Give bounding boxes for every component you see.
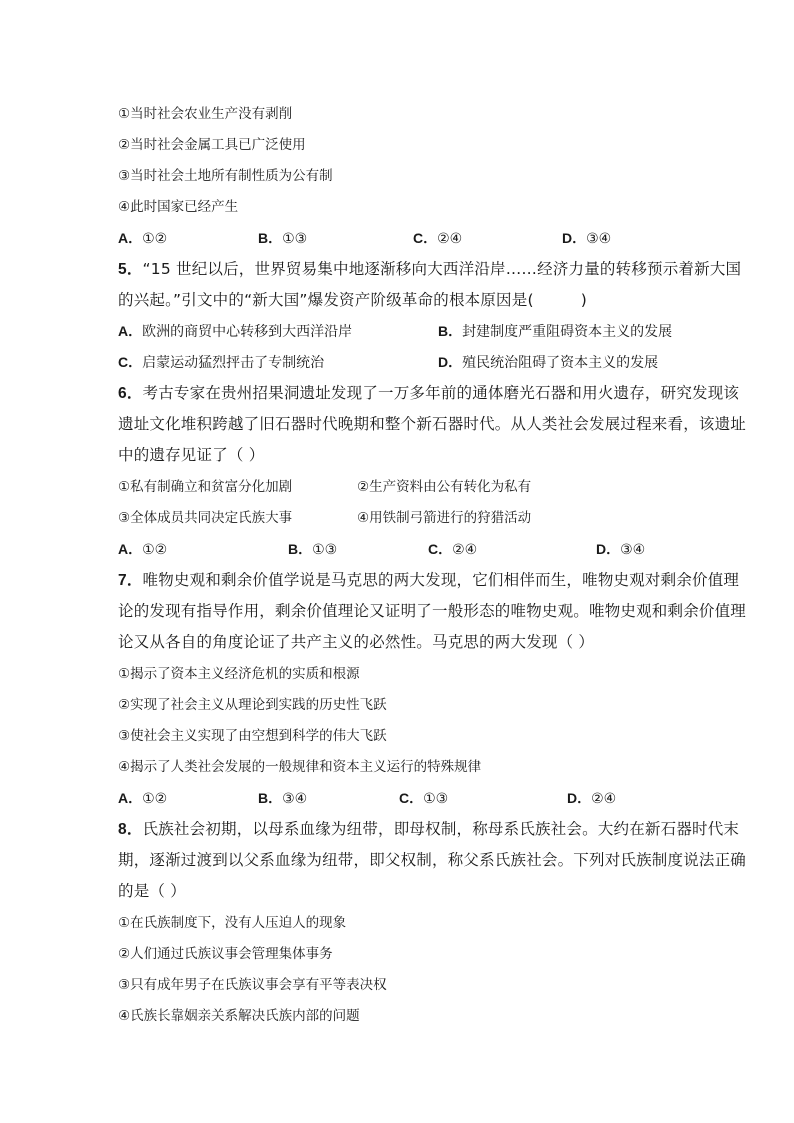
q5-stem-line-1: 5．“15 世纪以后，世界贸易集中地逐渐移向大西洋沿岸……经济力量的转移预示着新大国 — [118, 260, 742, 278]
q7-option-b: B．③④ — [258, 790, 308, 807]
q6-option-a: A．①② — [118, 541, 168, 558]
q6-item-2: ②生产资料由公有转化为私有 — [357, 479, 532, 495]
q7-item-1: ①揭示了资本主义经济危机的实质和根源 — [118, 666, 360, 682]
q8-stem-line-1: 8．氏族社会初期，以母系血缘为纽带，即母权制，称母系氏族社会。大约在新石器时代末 — [118, 820, 740, 838]
q5-option-b: B．封建制度严重阻碍资本主义的发展 — [438, 323, 673, 340]
q4-item-4: ④此时国家已经产生 — [118, 199, 239, 215]
q6-item-1: ①私有制确立和贫富分化加剧 — [118, 479, 293, 495]
q8-item-2: ②人们通过氏族议事会管理集体事务 — [118, 946, 333, 962]
q8-item-3: ③只有成年男子在氏族议事会享有平等表决权 — [118, 977, 387, 993]
q6-option-c: C．②④ — [428, 541, 478, 558]
q6-option-b: B．①③ — [288, 541, 338, 558]
q5-number: 5． — [118, 261, 143, 278]
q4-option-b: B．①③ — [258, 230, 308, 247]
q6-number: 6． — [118, 385, 143, 402]
q6-option-d: D．③④ — [596, 541, 646, 558]
q8-item-1: ①在氏族制度下，没有人压迫人的现象 — [118, 915, 347, 931]
q6-item-4: ④用铁制弓箭进行的狩猎活动 — [357, 510, 532, 526]
q7-option-c: C．①③ — [399, 790, 449, 807]
q4-item-2: ②当时社会金属工具已广泛使用 — [118, 137, 306, 153]
q7-option-d: D．②④ — [567, 790, 617, 807]
q4-item-1: ①当时社会农业生产没有剥削 — [118, 106, 293, 122]
q7-stem-line-2: 论的发现有指导作用，剩余价值理论又证明了一般形态的唯物史观。唯物史观和剩余价值理 — [118, 602, 747, 620]
q7-number: 7． — [118, 572, 143, 589]
q6-stem-line-2: 遗址文化堆积跨越了旧石器时代晚期和整个新石器时代。从人类社会发展过程来看，该遗址 — [118, 415, 747, 433]
q8-stem-line-2: 期，逐渐过渡到以父系血缘为纽带，即父权制，称父系氏族社会。下列对氏族制度说法正确 — [118, 851, 747, 869]
q8-number: 8． — [118, 821, 143, 838]
q7-item-3: ③使社会主义实现了由空想到科学的伟大飞跃 — [118, 728, 387, 744]
q6-stem-line-3: 中的遗存见证了（ ） — [118, 446, 265, 464]
q7-option-a: A．①② — [118, 790, 168, 807]
q7-item-2: ②实现了社会主义从理论到实践的历史性飞跃 — [118, 697, 387, 713]
q6-stem-line-1: 6．考古专家在贵州招果洞遗址发现了一万多年前的通体磨光石器和用火遗存，研究发现该 — [118, 384, 740, 402]
q5-option-c: C．启蒙运动猛烈抨击了专制统治 — [118, 354, 325, 371]
q5-option-d: D．殖民统治阻碍了资本主义的发展 — [438, 354, 659, 371]
q7-stem-line-1: 7．唯物史观和剩余价值学说是马克思的两大发现，它们相伴而生，唯物史观对剩余价值理 — [118, 571, 740, 589]
q7-item-4: ④揭示了人类社会发展的一般规律和资本主义运行的特殊规律 — [118, 759, 482, 775]
q4-option-a: A．①② — [118, 230, 168, 247]
q5-option-a: A．欧洲的商贸中心转移到大西洋沿岸 — [118, 323, 353, 340]
q8-stem-line-3: 的是（ ） — [118, 882, 186, 900]
q6-item-3: ③全体成员共同决定氏族大事 — [118, 510, 293, 526]
q5-stem-line-2: 的兴起。”引文中的“新大国”爆发资产阶级革命的根本原因是( ) — [118, 291, 588, 309]
q4-item-3: ③当时社会土地所有制性质为公有制 — [118, 168, 333, 184]
q4-option-c: C．②④ — [413, 230, 463, 247]
q8-item-4: ④氏族长靠姻亲关系解决氏族内部的问题 — [118, 1008, 360, 1024]
q4-option-d: D．③④ — [562, 230, 612, 247]
q7-stem-line-3: 论又从各自的角度论证了共产主义的必然性。马克思的两大发现（ ） — [118, 633, 595, 651]
